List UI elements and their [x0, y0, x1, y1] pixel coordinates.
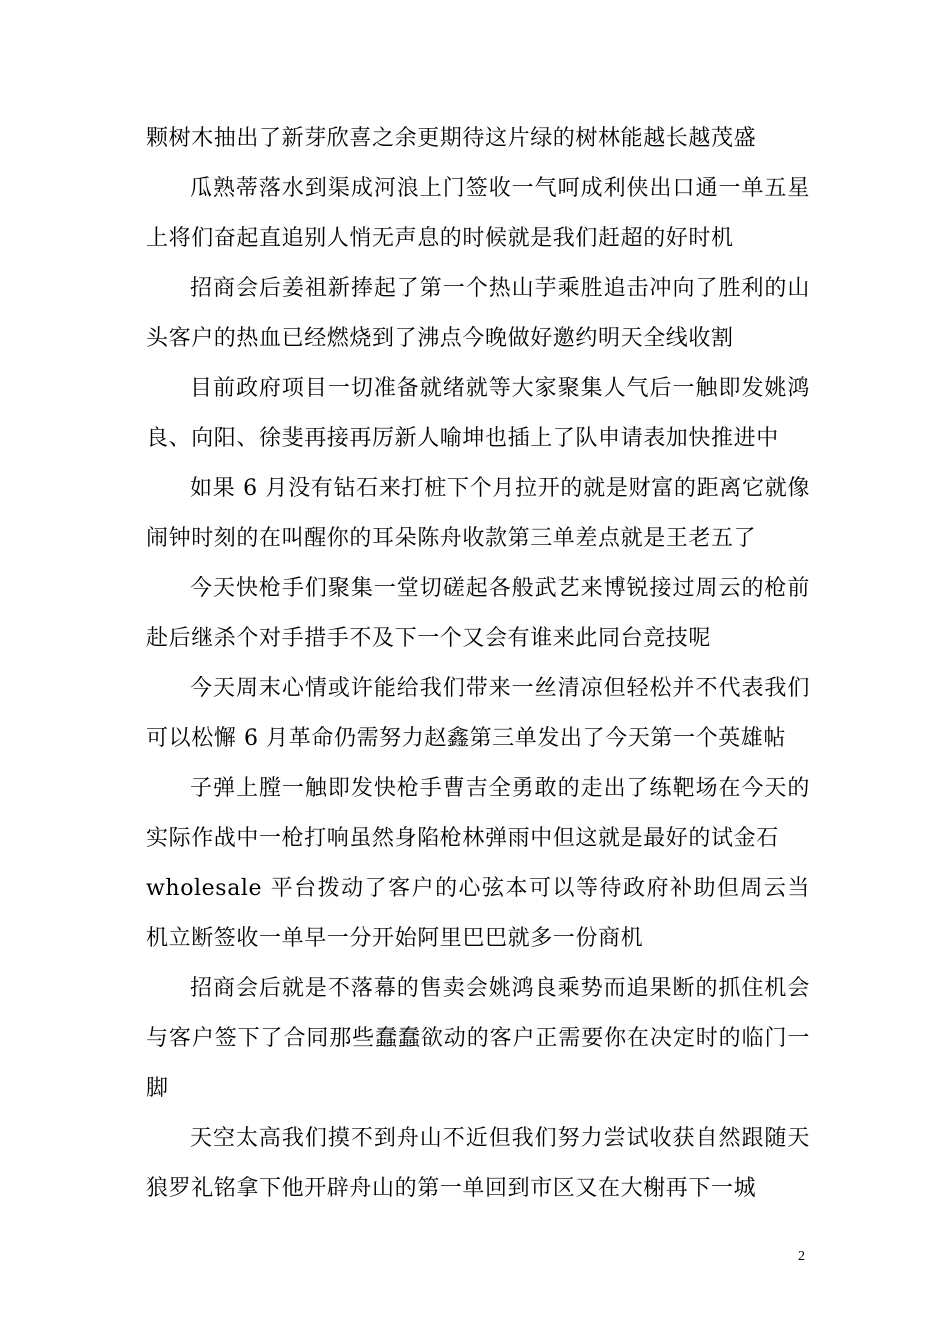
- paragraph-10: 招商会后就是不落幕的售卖会姚鸿良乘势而追果断的抓住机会与客户签下了合同那些蠢蠢欲动的客户正需要你在决定时的临门一脚: [146, 976, 810, 1101]
- paragraph-6: 今天快枪手们聚集一堂切磋起各般武艺来博锐接过周云的枪前赴后继杀个对手措手不及下一个又会有谁来此同台竞技呢: [146, 576, 810, 651]
- page-number: 2: [798, 1249, 805, 1264]
- paragraph-7: 今天周末心情或许能给我们带来一丝清凉但轻松并不代表我们可以松懈 6 月革命仍需努力赵鑫第三单发出了今天第一个英雄帖: [146, 676, 810, 751]
- paragraph-1: 颗树木抽出了新芽欣喜之余更期待这片绿的树林能越长越茂盛: [146, 126, 757, 151]
- body-text: [146, 114, 810, 1214]
- paragraph-5: 如果 6 月没有钻石来打桩下个月拉开的就是财富的距离它就像闹钟时刻的在叫醒你的耳朵陈舟收款第三单差点就是王老五了: [146, 476, 810, 551]
- paragraph-8: 子弹上膛一触即发快枪手曹吉全勇敢的走出了练靶场在今天的实际作战中一枪打响虽然身陷枪林弹雨中但这就是最好的试金石: [146, 776, 810, 851]
- paragraph-11: 天空太高我们摸不到舟山不近但我们努力尝试收获自然跟随天狼罗礼铭拿下他开辟舟山的第一单回到市区又在大榭再下一城: [146, 1126, 810, 1201]
- paragraph-9: wholesale 平台拨动了客户的心弦本可以等待政府补助但周云当机立断签收一单早一分开始阿里巴巴就多一份商机: [146, 876, 810, 951]
- paragraph-3: 招商会后姜祖新捧起了第一个热山芋乘胜追击冲向了胜利的山头客户的热血已经燃烧到了沸点今晚做好邀约明天全线收割: [146, 276, 810, 351]
- paragraph-4: 目前政府项目一切准备就绪就等大家聚集人气后一触即发姚鸿良、向阳、徐斐再接再厉新人喻坤也插上了队申请表加快推进中: [146, 376, 810, 451]
- paragraph-2: 瓜熟蒂落水到渠成河浪上门签收一气呵成利侠出口通一单五星上将们奋起直追别人悄无声息的时候就是我们赶超的好时机: [146, 176, 810, 251]
